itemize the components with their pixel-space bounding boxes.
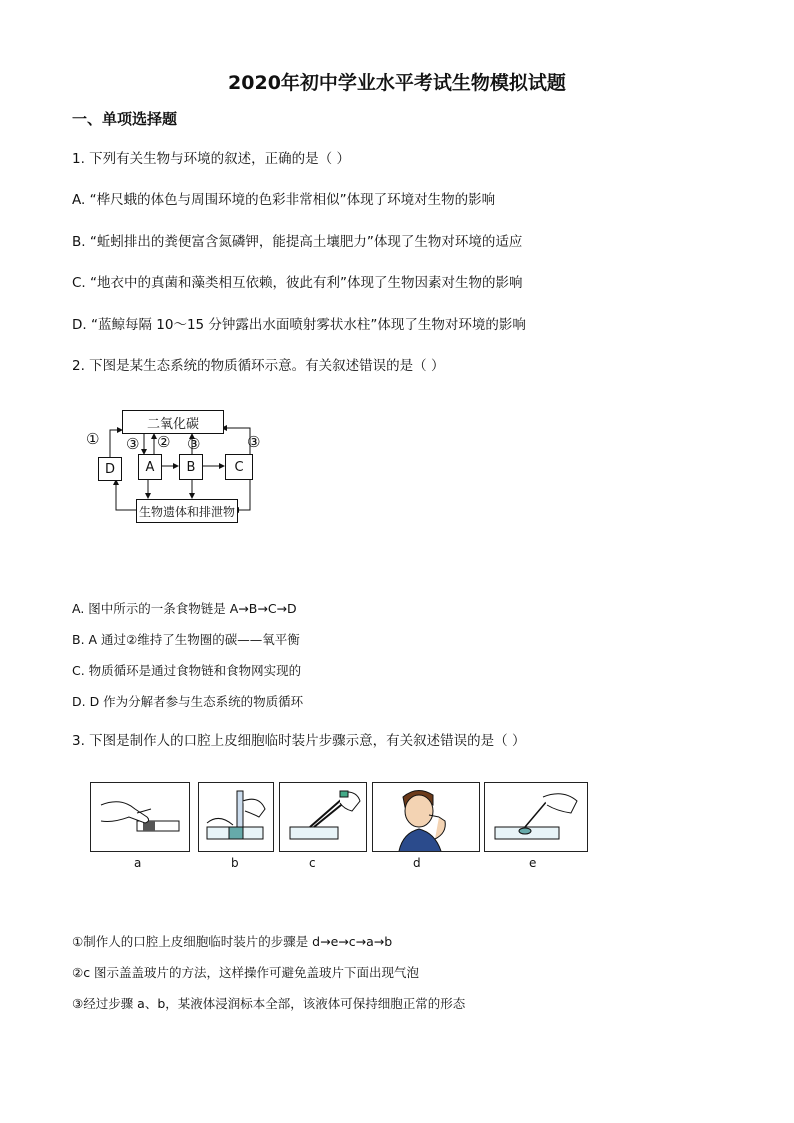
panel-c-image <box>279 782 367 852</box>
q2-stem: 2. 下图是某生态系统的物质循环示意。有关叙述错误的是（ ） <box>72 358 445 374</box>
page-title: 2020年初中学业水平考试生物模拟试题 <box>228 72 566 94</box>
q1-option-a: A. “桦尺蛾的体色与周围环境的色彩非常相似”体现了环境对生物的影响 <box>72 192 496 208</box>
node-c: C <box>225 454 253 480</box>
node-a: A <box>138 454 162 480</box>
q2-option-c: C. 物质循环是通过食物链和食物网实现的 <box>72 663 302 678</box>
node-b: B <box>179 454 203 480</box>
carbon-cycle-diagram <box>82 402 282 532</box>
q3-statement-1: ①制作人的口腔上皮细胞临时装片的步骤是 d→e→c→a→b <box>72 934 393 949</box>
node-d: D <box>98 457 122 481</box>
q2-option-a: A. 图中所示的一条食物链是 A→B→C→D <box>72 601 297 616</box>
q2-option-d: D. D 作为分解者参与生态系统的物质循环 <box>72 694 304 709</box>
q3-stem: 3. 下图是制作人的口腔上皮细胞临时装片步骤示意，有关叙述错误的是（ ） <box>72 733 526 749</box>
panel-b-image <box>198 782 274 852</box>
panel-e-image <box>484 782 588 852</box>
q2-option-b: B. A 通过②维持了生物圈的碳——氧平衡 <box>72 632 300 647</box>
panel-label-c: c <box>309 856 316 870</box>
q1-option-b: B. “蚯蚓排出的粪便富含氮磷钾，能提高土壤肥力”体现了生物对环境的适应 <box>72 234 523 250</box>
q3-statement-2: ②c 图示盖盖玻片的方法，这样操作可避免盖玻片下面出现气泡 <box>72 965 420 980</box>
panel-label-b: b <box>231 856 239 870</box>
panel-label-d: d <box>413 856 421 870</box>
q1-option-d: D. “蓝鲸每隔 10～15 分钟露出水面喷射雾状水柱”体现了生物对环境的影响 <box>72 317 526 333</box>
panel-d-image <box>372 782 480 852</box>
mark-1: ① <box>86 430 100 448</box>
mark-3-a: ③ <box>126 435 140 453</box>
remains-box: 生物遗体和排泄物 <box>136 499 238 523</box>
panel-label-e: e <box>529 856 537 870</box>
mark-2: ② <box>157 433 171 451</box>
mark-3-b: ③ <box>187 435 201 453</box>
panel-label-a: a <box>134 856 142 870</box>
panel-a-image <box>90 782 190 852</box>
q1-stem: 1. 下列有关生物与环境的叙述，正确的是（ ） <box>72 151 350 167</box>
q3-statement-3: ③经过步骤 a、b，某液体浸润标本全部，该液体可保持细胞正常的形态 <box>72 996 466 1011</box>
section-heading: 一、单项选择题 <box>72 110 178 128</box>
co2-box: 二氧化碳 <box>122 410 224 434</box>
q1-option-c: C. “地衣中的真菌和藻类相互依赖，彼此有利”体现了生物因素对生物的影响 <box>72 275 523 291</box>
mark-3-c: ③ <box>247 433 261 451</box>
